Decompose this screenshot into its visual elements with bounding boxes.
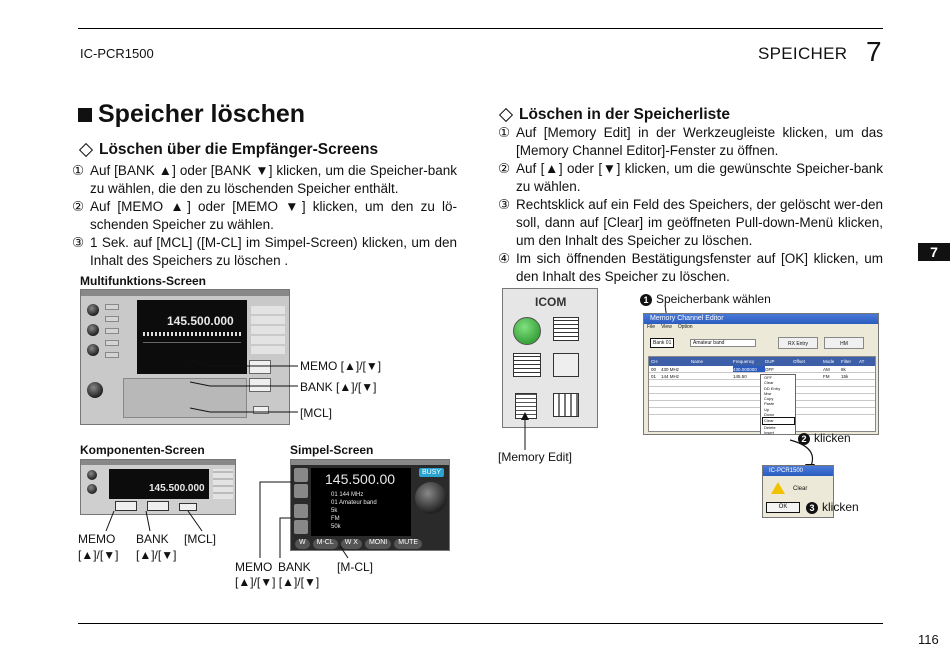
left-heading-text: Löschen über die Empfänger-Screens	[99, 141, 379, 158]
callout-number: 2	[798, 433, 810, 445]
simpel-row: 5k	[331, 508, 338, 514]
chapter-tab	[918, 243, 950, 261]
editor-col-header: Name	[690, 359, 703, 364]
simpel-callout-lines	[250, 470, 360, 562]
komp-memo-arrows: [▲]/[▼]	[78, 548, 119, 562]
toolbar-image	[502, 288, 598, 428]
right-steps	[498, 124, 883, 286]
power-icon	[513, 317, 541, 345]
simpel-mcl-label: [M-CL]	[337, 560, 373, 574]
komp-callout-lines	[90, 505, 230, 535]
table-cell: 15k	[841, 374, 849, 379]
komp-mcl-label: [MCL]	[184, 532, 217, 546]
editor-bank-value: 01	[665, 340, 672, 346]
context-menu-item: DD Entry	[764, 385, 781, 391]
context-menu-item: Copy	[764, 396, 774, 402]
multi-freq: 145.500.000	[167, 314, 234, 328]
simpel-arrows-label: [▲]/[▼] [▲]/[▼]	[235, 575, 320, 589]
editor-rx-entry-button: RX Entry	[778, 337, 818, 349]
icom-logo: ICOM	[535, 295, 567, 309]
dialog-title: IC-PCR1500	[763, 466, 833, 476]
komp-screen-caption: Komponenten-Screen	[80, 443, 205, 457]
right-step: ① Auf [Memory Edit] in der Werkzeugleiste klicken, um das [Memory Channel Editor]-Fenster zu öffnen.	[498, 125, 883, 158]
page-title-text: Speicher löschen	[98, 100, 306, 128]
context-menu-item: Clear	[764, 380, 774, 386]
editor-menu-item: File	[647, 324, 656, 330]
simpel-button: W X	[341, 539, 362, 549]
diamond-icon	[79, 143, 93, 157]
left-step: ② Auf [MEMO ▲] oder [MEMO ▼] klicken, um den zu lö-schenden Speicher zu wählen.	[72, 199, 457, 232]
context-menu-item: Delete	[764, 424, 776, 430]
right-step: ② Auf [▲] oder [▼] klicken, um die gewünschte Speicher-bank zu wählen.	[498, 161, 883, 194]
model-name: IC-PCR1500	[80, 46, 154, 61]
context-menu-item: Mwr	[764, 390, 772, 396]
table-cell: FM	[823, 374, 830, 379]
editor-col-header: Filter	[841, 359, 851, 364]
table-cell: 430.000000	[733, 366, 765, 372]
table-cell: 145.50	[733, 374, 747, 379]
simpel-button: M-CL	[313, 539, 338, 549]
simpel-row: FM	[331, 516, 340, 522]
footer-rule	[78, 623, 883, 624]
right-step: ④ Im sich öffnenden Bestätigungsfenster auf [OK] klicken, um den Inhalt des Speicher zu löschen.	[498, 251, 883, 284]
editor-title: Memory Channel Editor	[644, 314, 878, 324]
simpel-row: 01 144 MHz	[331, 492, 364, 498]
simpel-row: 50k	[331, 524, 341, 530]
komp-freq: 145.500.000	[149, 483, 205, 494]
callout-1: 1 Speicherbank wählen	[640, 292, 771, 306]
editor-col-header: Offset	[793, 359, 805, 364]
multi-bank-callout: BANK [▲]/[▼]	[300, 380, 377, 394]
table-cell: 8k	[841, 367, 846, 372]
callout-number: 3	[806, 502, 818, 514]
editor-bank-name: Amateur band	[690, 339, 756, 347]
simpel-button: MONI	[365, 539, 391, 549]
table-row	[649, 366, 875, 373]
section-title: SPEICHER	[758, 44, 848, 63]
table-cell: 00	[651, 367, 657, 372]
komp-bank-label: BANK	[136, 532, 169, 546]
multi-memo-callout: MEMO [▲]/[▼]	[300, 359, 382, 373]
editor-col-header: CH	[651, 359, 658, 364]
simpel-row: 01 Amateur band	[331, 500, 377, 506]
editor-col-header: Frequency	[733, 359, 755, 364]
multi-callout-lines	[190, 350, 300, 420]
editor-bank-label: Bank	[653, 340, 665, 346]
warning-icon	[771, 482, 785, 494]
dialog-message: Clear	[793, 486, 808, 492]
page-title	[78, 100, 305, 129]
multi-screen-caption: Multifunktions-Screen	[80, 274, 207, 288]
editor-col-header: DUP	[765, 359, 775, 364]
context-menu-item: Up	[764, 406, 770, 412]
table-cell	[793, 373, 823, 379]
editor-menu-item: Option	[677, 324, 693, 330]
callout-number: 1	[640, 294, 652, 306]
memory-edit-callout: [Memory Edit]	[498, 450, 573, 464]
table-cell	[793, 366, 823, 372]
right-step: ③ Rechtsklick auf ein Feld des Speichers, der gelöscht wer-den soll, dann auf [Clear] im geöffneten Pull-down-Menü klicken, um den Inhalt des Speicher zu löschen.	[498, 197, 883, 248]
callout-3: 3 klicken	[806, 500, 859, 514]
context-menu-item: Paste	[764, 401, 775, 407]
multi-mcl-callout: [MCL]	[300, 406, 333, 420]
table-cell: 430 MHz	[661, 367, 680, 372]
editor-col-header: Mode	[823, 359, 835, 364]
header-rule	[78, 28, 883, 29]
context-menu-item: Insert	[764, 429, 775, 435]
editor-menu-item: View	[661, 324, 672, 330]
page-number: 116	[918, 632, 939, 647]
context-menu-item: OFF	[764, 375, 772, 380]
callout-2: 2 klicken	[798, 431, 851, 445]
simpel-busy: BUSY	[419, 468, 444, 477]
table-cell: 01	[651, 374, 657, 379]
left-heading	[78, 141, 378, 159]
context-menu-item-clear: Clear	[762, 417, 795, 424]
editor-hm-button: HM	[824, 337, 864, 349]
table-cell: 144 MHz	[661, 374, 680, 379]
simpel-bank-label: BANK	[278, 560, 311, 574]
chapter-tab-label: 7	[930, 244, 938, 260]
simpel-screen-caption: Simpel-Screen	[290, 443, 374, 457]
simpel-freq: 145.500.00	[325, 471, 396, 487]
dialog-ok-button[interactable]: OK	[766, 502, 800, 513]
memory-edit-arrow	[516, 412, 536, 452]
diamond-icon	[499, 108, 513, 122]
komp-memo-label: MEMO	[78, 532, 116, 546]
left-step: ① Auf [BANK ▲] oder [BANK ▼] klicken, um die Speicher-bank zu wählen, die den zu löschenden Speicher enthält.	[72, 163, 457, 196]
square-bullet-icon	[78, 108, 92, 122]
simpel-button: MUTE	[394, 539, 422, 549]
komp-bank-arrows: [▲]/[▼]	[136, 548, 177, 562]
context-menu	[760, 374, 796, 435]
chapter-number: 7	[866, 36, 882, 67]
right-heading	[498, 106, 730, 124]
table-cell: AM	[823, 367, 830, 372]
table-cell: OFF	[765, 367, 774, 372]
left-step: ③ 1 Sek. auf [MCL] ([M-CL] im Simpel-Screen) klicken, um den Inhalt des Speichers zu löschen .	[72, 235, 457, 268]
memory-editor-window	[643, 313, 879, 435]
simpel-memo-label: MEMO	[235, 560, 273, 574]
simpel-button: W	[295, 539, 310, 549]
left-steps	[72, 162, 457, 270]
context-menu-item: Down	[764, 412, 775, 418]
editor-col-header: AT	[859, 359, 865, 364]
right-heading-text: Löschen in der Speicherliste	[519, 106, 731, 123]
